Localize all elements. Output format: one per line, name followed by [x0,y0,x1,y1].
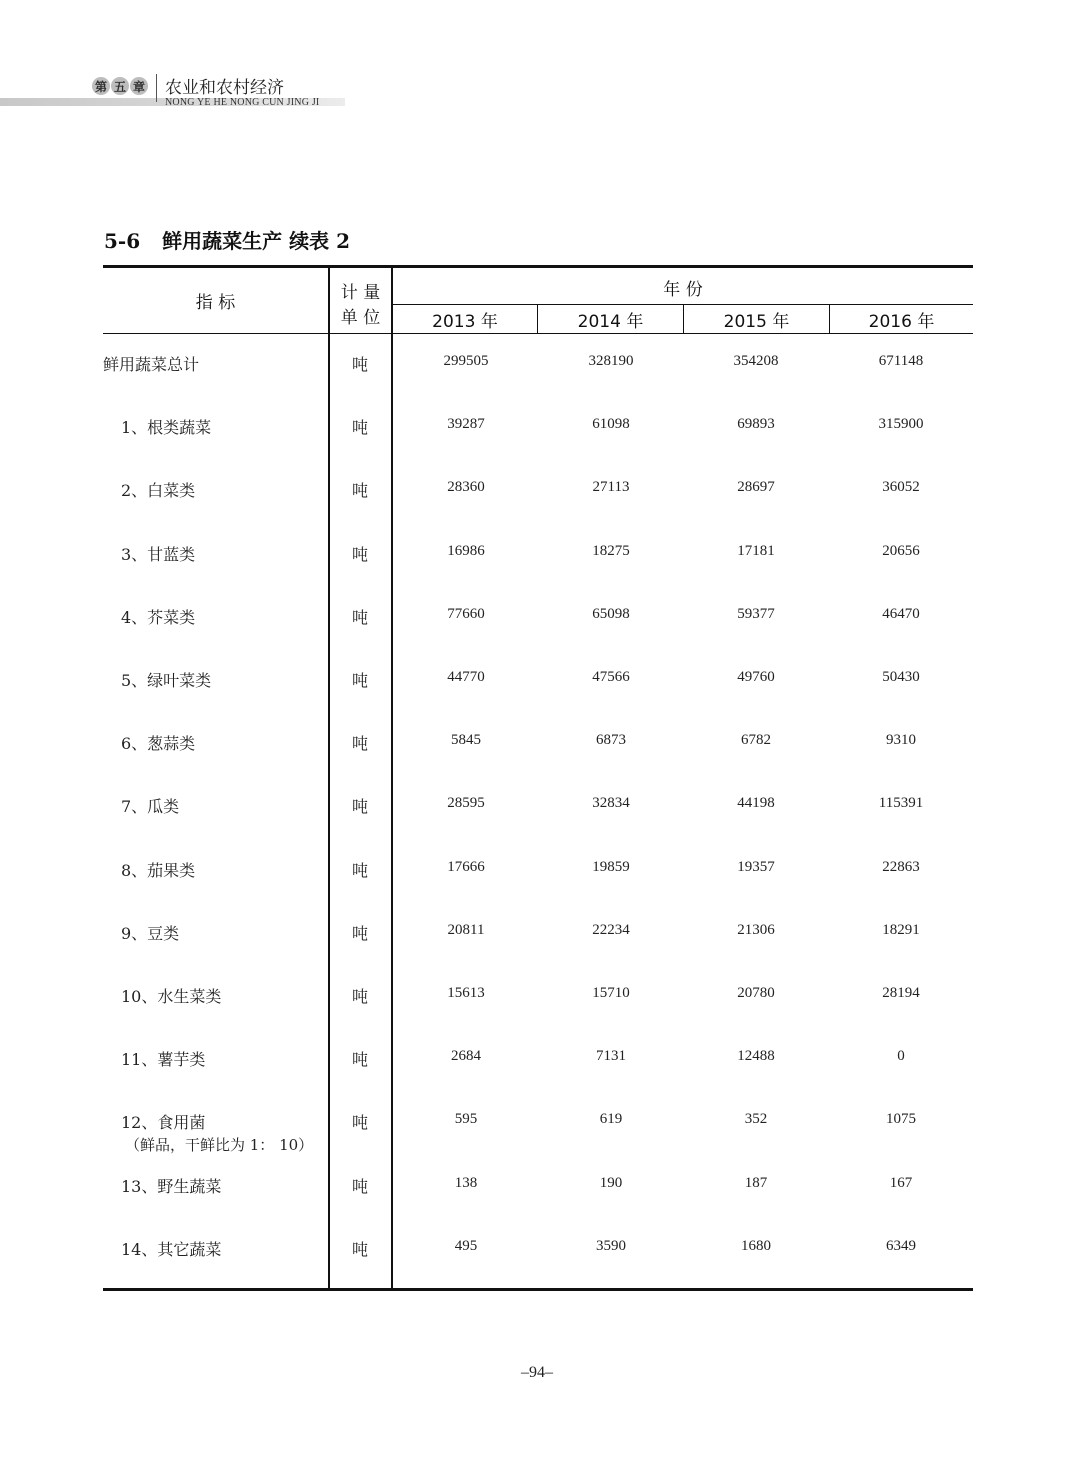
value-cell: 1075 [886,1111,916,1127]
value-cell: 61098 [592,416,630,432]
value-cell: 18291 [882,922,920,938]
value-cell: 6873 [596,732,626,748]
value-cell: 18275 [592,543,630,559]
value-cell: 65098 [592,606,630,622]
row-unit: 吨 [351,545,368,564]
value-cell: 1680 [741,1238,771,1254]
year-header: 2016 年 [868,312,935,332]
row-label: 11、薯芋类 [121,1050,206,1069]
value-cell: 27113 [592,479,630,495]
row-unit: 吨 [351,734,368,753]
unit-header-top: 计 量 [340,282,381,303]
indicator-header: 指 标 [195,293,236,313]
value-cell: 190 [599,1175,623,1191]
value-cell: 19859 [592,859,630,875]
value-cell: 77660 [447,606,485,622]
table-bottom-rule [103,1288,973,1291]
year-header: 2013 年 [432,312,498,332]
header-bottom-rule [103,333,973,334]
row-label: 5、绿叶菜类 [121,671,212,690]
row-label: 12、食用菌 [121,1113,206,1132]
row-label: 13、野生蔬菜 [121,1177,222,1196]
value-cell: 619 [599,1111,623,1127]
value-cell: 12488 [737,1048,775,1064]
chapter-subtitle: NONG YE HE NONG CUN JING JI [165,97,320,108]
value-cell: 299505 [443,353,489,369]
value-cell: 22234 [592,922,630,938]
value-cell: 5845 [451,732,481,748]
value-cell: 187 [744,1175,768,1191]
value-cell: 115391 [878,795,924,811]
chapter-char: 章 [130,77,148,95]
row-label: 7、瓜类 [121,797,180,816]
unit-header-bottom: 单 位 [340,307,381,328]
value-cell: 32834 [592,795,630,811]
value-cell: 21306 [737,922,775,938]
row-label: 14、其它蔬菜 [121,1240,222,1259]
value-cell: 3590 [596,1238,626,1254]
value-cell: 138 [454,1175,478,1191]
row-label: 8、茄果类 [121,861,196,880]
table-title-text: 鲜用蔬菜生产 续表 2 [162,229,350,253]
row-unit: 吨 [351,481,368,500]
row-unit: 吨 [351,1240,368,1259]
data-table [103,265,973,1292]
value-cell: 16986 [447,543,485,559]
row-label: 4、芥菜类 [121,608,196,627]
row-unit: 吨 [351,797,368,816]
row-unit: 吨 [351,355,368,374]
value-cell: 44770 [447,669,485,685]
value-cell: 0 [897,1048,905,1064]
value-cell: 44198 [737,795,775,811]
row-sublabel: （鲜品，干鲜比为 1： 10） [125,1136,314,1154]
header-separator [156,74,157,102]
page-number: –94– [521,1364,553,1381]
value-cell: 6782 [741,732,771,748]
value-cell: 28360 [447,479,485,495]
year-header: 2015 年 [723,312,790,332]
row-label: 9、豆类 [121,924,180,943]
value-cell: 36052 [882,479,920,495]
years-group-header: 年 份 [663,279,703,300]
value-cell: 6349 [886,1238,916,1254]
row-label: 6、葱蒜类 [121,734,196,753]
value-cell: 595 [454,1111,478,1127]
row-unit: 吨 [351,987,368,1006]
row-unit: 吨 [351,1177,368,1196]
year-header: 2014 年 [577,312,644,332]
value-cell: 2684 [451,1048,481,1064]
row-label: 10、水生菜类 [121,987,222,1006]
value-cell: 69893 [737,416,775,432]
row-unit: 吨 [351,608,368,627]
value-cell: 15710 [592,985,630,1001]
value-cell: 315900 [878,416,924,432]
value-cell: 46470 [882,606,920,622]
value-cell: 47566 [592,669,630,685]
value-cell: 49760 [737,669,775,685]
value-cell: 20656 [882,543,920,559]
chapter-badge [92,76,149,96]
value-cell: 28194 [882,985,920,1001]
value-cell: 20780 [737,985,775,1001]
value-cell: 59377 [737,606,775,622]
row-unit: 吨 [351,924,368,943]
value-cell: 167 [889,1175,913,1191]
value-cell: 17666 [447,859,485,875]
value-cell: 50430 [882,669,920,685]
row-label: 2、白菜类 [121,481,196,500]
row-unit: 吨 [351,1050,368,1069]
value-cell: 495 [454,1238,478,1254]
value-cell: 20811 [447,922,485,938]
value-cell: 671148 [878,353,924,369]
value-cell: 22863 [882,859,920,875]
row-label: 鲜用蔬菜总计 [103,355,200,374]
table-title [104,225,350,254]
value-cell: 39287 [447,416,485,432]
value-cell: 354208 [733,353,779,369]
table-number: 5-6 [104,229,141,253]
value-cell: 9310 [886,732,916,748]
chapter-char: 五 [111,77,129,95]
value-cell: 15613 [447,985,485,1001]
row-unit: 吨 [351,418,368,437]
value-cell: 28697 [737,479,775,495]
value-cell: 17181 [737,543,775,559]
row-unit: 吨 [351,1113,368,1132]
value-cell: 328190 [588,353,634,369]
value-cell: 7131 [596,1048,626,1064]
chapter-char: 第 [92,77,110,95]
row-unit: 吨 [351,671,368,690]
row-unit: 吨 [351,861,368,880]
value-cell: 19357 [737,859,775,875]
value-cell: 352 [744,1111,768,1127]
value-cell: 28595 [447,795,485,811]
chapter-title: 农业和农村经济 [165,78,284,98]
row-label: 1、根类蔬菜 [121,418,212,437]
row-label: 3、甘蓝类 [121,545,196,564]
